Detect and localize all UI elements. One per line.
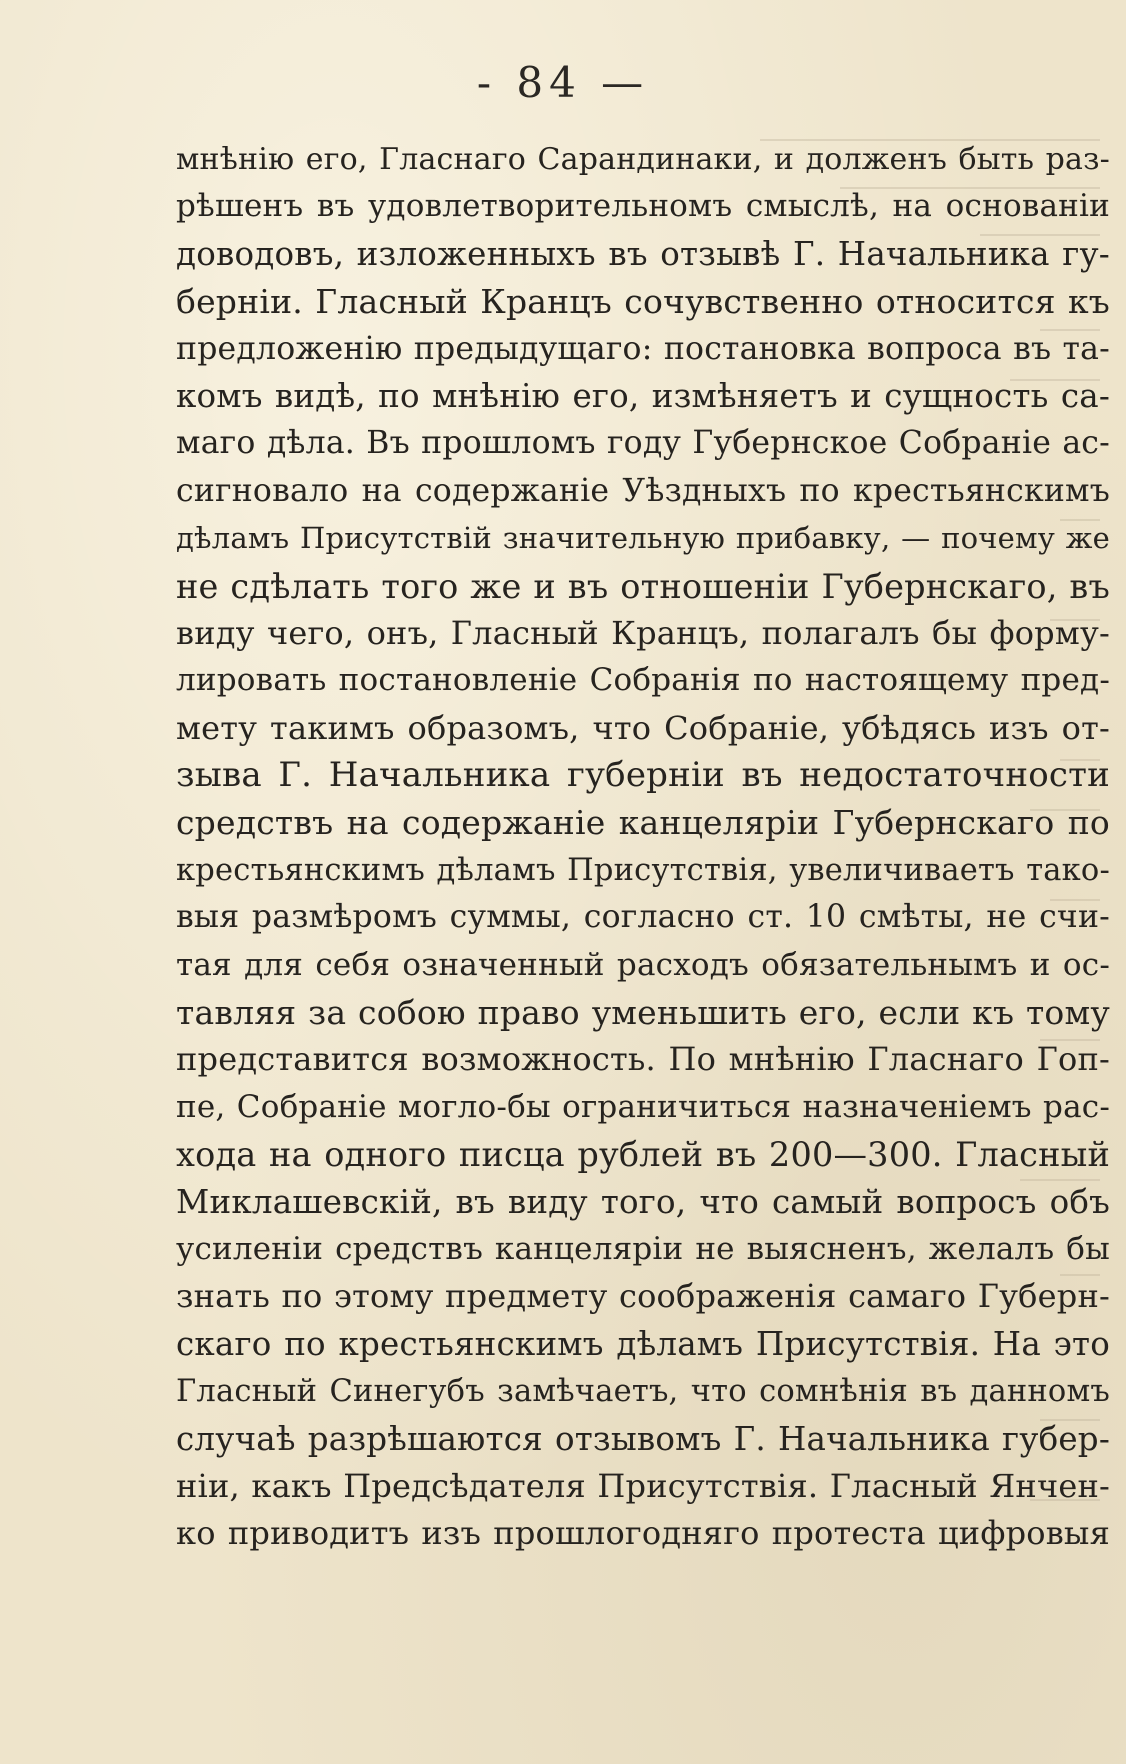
text-line: усиленіи средствъ канцеляріи не выясненъ, желалъ бы bbox=[176, 1230, 1110, 1267]
text-line: сигновало на содержаніе Уѣздныхъ по крестьянскимъ bbox=[176, 472, 1110, 509]
text-line: предложенію предыдущаго: постановка вопроса въ та- bbox=[176, 330, 1110, 367]
text-line: не сдѣлать того же и въ отношеніи Губернскаго, въ bbox=[176, 566, 1110, 606]
text-line: Гласный Синегубъ замѣчаетъ, что сомнѣнія въ данномъ bbox=[176, 1374, 1110, 1410]
text-line: комъ видѣ, по мнѣнію его, измѣняетъ и сущность са- bbox=[176, 376, 1110, 415]
text-line: лировать постановленіе Собранія по настоящему пред- bbox=[176, 662, 1110, 699]
text-line: маго дѣла. Въ прошломъ году Губернское Собраніе ас- bbox=[176, 425, 1110, 462]
text-line: средствъ на содержаніе канцеляріи Губернскаго по bbox=[176, 803, 1110, 843]
text-line: крестьянскимъ дѣламъ Присутствія, увеличиваетъ тако- bbox=[176, 852, 1110, 888]
text-line: виду чего, онъ, Гласный Кранцъ, полагалъ бы форму- bbox=[176, 613, 1110, 652]
body-text bbox=[176, 136, 1110, 1558]
text-line: ніи, какъ Предсѣдателя Присутствія. Гласный Янчен- bbox=[176, 1466, 1110, 1505]
text-line: пе, Собраніе могло-бы ограничиться назначеніемъ рас- bbox=[176, 1088, 1110, 1125]
text-line: представится возможность. По мнѣнію Гласнаго Гоп- bbox=[176, 1040, 1110, 1079]
text-line: тая для себя означенный расходъ обязательнымъ и ос- bbox=[176, 946, 1110, 983]
text-line: мету такимъ образомъ, что Собраніе, убѣдясь изъ от- bbox=[176, 708, 1110, 747]
text-line: случаѣ разрѣшаются отзывомъ Г. Начальника губер- bbox=[176, 1419, 1110, 1458]
page-number: - 84 — bbox=[476, 58, 650, 107]
text-line: скаго по крестьянскимъ дѣламъ Присутствія. На это bbox=[176, 1324, 1110, 1363]
text-line: знать по этому предмету соображенія самаго Губерн- bbox=[176, 1277, 1110, 1316]
text-line: ко приводитъ изъ прошлогодняго протеста цифровыя bbox=[176, 1514, 1110, 1553]
text-line: Миклашевскій, въ виду того, что самый вопросъ объ bbox=[176, 1182, 1110, 1221]
text-line: дѣламъ Присутствій значительную прибавку, — почему же bbox=[176, 521, 1110, 556]
text-line: выя размѣромъ суммы, согласно ст. 10 смѣты, не счи- bbox=[176, 899, 1110, 936]
text-line: хода на одного писца рублей въ 200—300. Гласный bbox=[176, 1135, 1110, 1175]
text-line: берніи. Гласный Кранцъ сочувственно относится къ bbox=[176, 282, 1110, 322]
text-line: мнѣнію его, Гласнаго Сарандинаки, и долженъ быть раз- bbox=[176, 142, 1110, 177]
text-line: рѣшенъ въ удовлетворительномъ смыслѣ, на основаніи bbox=[176, 188, 1110, 225]
text-line: тавляя за собою право уменьшить его, если къ тому bbox=[176, 993, 1110, 1033]
text-line: зыва Г. Начальника губерніи въ недостаточности bbox=[176, 755, 1110, 796]
text-line: доводовъ, изложенныхъ въ отзывѣ Г. Начальника гу- bbox=[176, 234, 1110, 273]
